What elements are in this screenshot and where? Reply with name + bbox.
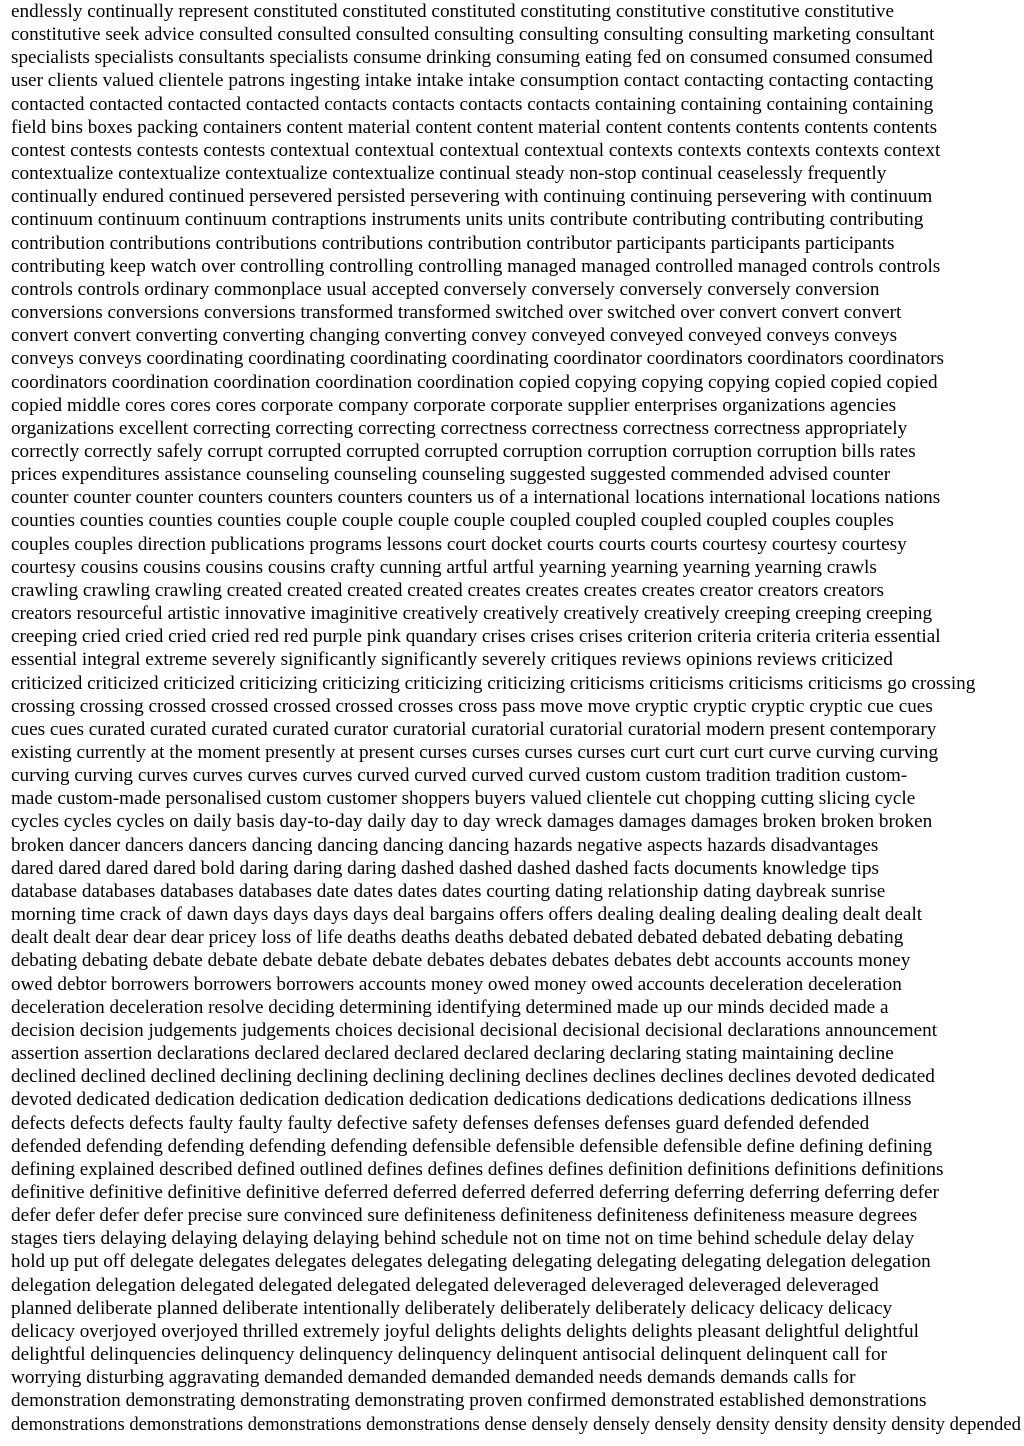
text-line: planned deliberate planned deliberate intentionally deliberately deliberately deliberately delicacy delicacy delicacy <box>11 1297 893 1319</box>
text-line: stages tiers delaying delaying delaying delaying behind schedule not on time not on time behind schedule delay delay <box>11 1228 915 1250</box>
text-line: continuum continuum continuum contraptions instruments units units contribute contributing contributing contributing <box>11 209 924 231</box>
text-line: cycles cycles cycles on daily basis day-to-day daily day to day wreck damages damages damages broken broken broken <box>11 811 933 833</box>
text-line: database databases databases databases date dates dates dates courting dating relationship dating daybreak sunrise <box>11 880 886 902</box>
text-line: copied middle cores cores cores corporate company corporate corporate supplier enterprises organizations agencies <box>11 394 897 416</box>
text-line: devoted dedicated dedication dedication dedication dedication dedications dedications dedications dedications illness <box>11 1089 912 1111</box>
text-line: demonstrations demonstrations demonstrations demonstrations dense densely densely densely density density density density depended <box>11 1413 1021 1435</box>
text-line: contributing keep watch over controlling controlling controlling managed managed controlled managed controls controls <box>11 255 941 277</box>
text-line: defects defects defects faulty faulty faulty defective safety defenses defenses defenses guard defended defended <box>11 1112 870 1134</box>
text-line: deceleration deceleration resolve deciding determining identifying determined made up our minds decided made a <box>11 996 889 1018</box>
text-line: specialists specialists consultants specialists consume drinking consuming eating fed on consumed consumed consumed <box>11 47 933 69</box>
text-line: delightful delinquencies delinquency delinquency delinquency delinquent antisocial delinquent delinquent call for <box>11 1344 887 1366</box>
text-line: contextualize contextualize contextualize contextualize continual steady non-stop continual ceaselessly frequently <box>11 163 887 185</box>
text-line: conveys conveys coordinating coordinating coordinating coordinating coordinator coordinators coordinators coordinators <box>11 348 945 370</box>
text-line: broken dancer dancers dancers dancing dancing dancing dancing hazards negative aspects hazards disadvantages <box>11 834 879 856</box>
text-line: defended defending defending defending defending defensible defensible defensible defensible define defining defining <box>11 1135 933 1157</box>
text-line: crossing crossing crossed crossed crossed crossed crosses cross pass move move cryptic cryptic cryptic cryptic cue cues <box>11 695 933 717</box>
text-line: definitive definitive definitive definitive deferred deferred deferred deferred deferring deferring deferring deferring defer <box>11 1181 939 1203</box>
text-line: field bins boxes packing containers content material content content material content contents contents contents contents <box>11 116 938 138</box>
text-line: hold up put off delegate delegates delegates delegates delegating delegating delegating delegating delegation delegation <box>11 1251 931 1273</box>
document-text <box>11 0 1021 1436</box>
text-line: debating debating debate debate debate debate debate debates debates debates debates debt accounts accounts money <box>11 950 911 972</box>
text-line: made custom-made personalised custom customer shoppers buyers valued clientele cut chopping cutting slicing cycle <box>11 788 916 810</box>
text-line: conversions conversions conversions transformed transformed switched over switched over convert convert convert <box>11 302 902 324</box>
text-line: contacted contacted contacted contacted contacts contacts contacts contacts containing containing containing containing <box>11 93 934 115</box>
text-line: contribution contributions contributions contributions contribution contributor participants participants participants <box>11 232 895 254</box>
text-line: courtesy cousins cousins cousins cousins crafty cunning artful artful yearning yearning yearning yearning crawls <box>11 556 877 578</box>
text-line: demonstration demonstrating demonstrating demonstrating proven confirmed demonstrated established demonstrations <box>11 1390 927 1412</box>
text-line: user clients valued clientele patrons ingesting intake intake intake consumption contact contacting contacting contacting <box>11 70 934 92</box>
text-line: endlessly continually represent constituted constituted constituted constituting constitutive constitutive constitutive <box>11 1 895 22</box>
text-line: constitutive seek advice consulted consulted consulted consulting consulting consulting consulting marketing consultant <box>11 24 935 46</box>
text-line: creeping cried cried cried cried red red purple pink quandary crises crises crises criterion criteria criteria criteria essential <box>11 626 941 648</box>
text-line: assertion assertion declarations declared declared declared declared declaring declaring stating maintaining decline <box>11 1043 894 1065</box>
text-line: crawling crawling crawling created created created created creates creates creates creates creator creators creators <box>11 579 884 601</box>
text-line: dealt dealt dear dear dear pricey loss of life deaths deaths deaths debated debated debated debated debating debating <box>11 927 904 949</box>
text-line: delicacy overjoyed overjoyed thrilled extremely joyful delights delights delights delights pleasant delightful delightful <box>11 1320 919 1342</box>
text-line: coordinators coordination coordination coordination coordination copied copying copying copying copied copied copied <box>11 371 938 393</box>
text-line: morning time crack of dawn days days days days deal bargains offers offers dealing dealing dealing dealing dealt dealt <box>11 904 923 926</box>
text-line: convert convert converting converting changing converting convey conveyed conveyed conveyed conveys conveys <box>11 325 898 347</box>
text-line: creators resourceful artistic innovative imaginitive creatively creatively creatively creatively creeping creeping creeping <box>11 603 933 625</box>
text-line: delegation delegation delegated delegated delegated delegated deleveraged deleveraged deleveraged deleveraged <box>11 1274 879 1296</box>
text-line: contest contests contests contests contextual contextual contextual contextual contexts contexts contexts contexts context <box>11 139 941 161</box>
text-line: curving curving curves curves curves curves curved curved curved curved custom custom tradition tradition custom- <box>11 765 908 787</box>
text-line: organizations excellent correcting correcting correcting correctness correctness correctness correctness appropriately <box>11 417 908 439</box>
text-line: declined declined declined declining declining declining declining declines declines declines declines devoted dedicated <box>11 1066 935 1088</box>
text-line: essential integral extreme severely significantly significantly severely critiques reviews opinions reviews criticized <box>11 649 893 671</box>
text-line: controls controls ordinary commonplace usual accepted conversely conversely conversely conversely conversion <box>11 278 880 300</box>
text-line: cues cues curated curated curated curated curator curatorial curatorial curatorial curatorial modern present contemporary <box>11 718 937 740</box>
text-line: existing currently at the moment presently at present curses curses curses curses curt curt curt curt curve curving curving <box>11 742 939 763</box>
text-line: correctly correctly safely corrupt corrupted corrupted corrupted corruption corruption corruption corruption bills rates <box>11 440 916 462</box>
text-line: couples couples direction publications programs lessons court docket courts courts courts courtesy courtesy courtesy <box>11 533 907 555</box>
text-line: criticized criticized criticized criticizing criticizing criticizing criticizing criticisms criticisms criticisms criticisms go crossing <box>11 672 976 694</box>
text-line: continually endured continued persevered persisted persevering with continuing continuing persevering with continuum <box>11 186 933 208</box>
text-line: owed debtor borrowers borrowers borrowers accounts money owed money owed accounts deceleration deceleration <box>11 973 902 995</box>
text-line: counter counter counter counters counters counters counters us of a international locations international locations nations <box>11 487 941 509</box>
text-line: prices expenditures assistance counseling counseling counseling suggested suggested commended advised counter <box>11 464 891 486</box>
text-line: defining explained described defined outlined defines defines defines defines definition definitions definitions definitions <box>11 1158 944 1180</box>
text-line: defer defer defer defer precise sure convinced sure definiteness definiteness definiteness definiteness measure degrees <box>11 1205 918 1227</box>
text-line: counties counties counties counties couple couple couple couple coupled coupled coupled coupled couples couples <box>11 510 894 532</box>
text-line: decision decision judgements judgements choices decisional decisional decisional decisional declarations announcement <box>11 1019 938 1041</box>
text-line: worrying disturbing aggravating demanded demanded demanded demanded needs demands demands calls for <box>11 1367 856 1389</box>
text-line: dared dared dared dared bold daring daring daring dashed dashed dashed dashed facts documents knowledge tips <box>11 857 879 879</box>
